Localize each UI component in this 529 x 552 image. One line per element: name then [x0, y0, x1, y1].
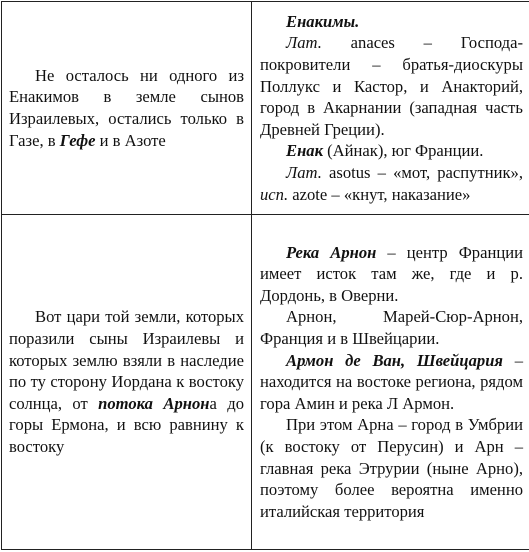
commentary-paragraph: Лат. anaces – Господа-покровители – братья-диоскуры Поллукс и Кастор, и Анакторий, город в Акарнании (западная часть Древней Греции).: [260, 33, 523, 139]
cell-text: [2, 65, 251, 151]
table-row: [2, 215, 529, 550]
commentary-paragraph: Река Арнон – центр Франции имеет исток там же, где и р. Дордонь, в Оверни.: [260, 242, 523, 305]
commentary-paragraph: Лат. asotus – «мот, распутник», исп. azote – «кнут, наказание»: [260, 162, 523, 204]
comparison-table: [1, 1, 529, 550]
cell-text: [2, 306, 251, 457]
scripture-paragraph: Вот цари той земли, которых поразили сыны Израилевы и которых землю взяли в наследие по ту сторону Иордана к востоку солнца, от потока Арнона до горы Ермона, и всю равнину к востоку: [9, 307, 244, 456]
commentary-cell: [252, 2, 529, 215]
commentary-paragraph: Енак (Айнак), юг Франции.: [286, 141, 484, 161]
cell-text: [252, 11, 529, 205]
scripture-cell: [2, 2, 252, 215]
commentary-paragraph: Арнон, Марей-Сюр-Арнон, Франция и в Швейцарии.: [260, 307, 523, 349]
scripture-cell: [2, 215, 252, 550]
commentary-paragraph: При этом Арна – город в Умбрии (к востоку от Перусин) и Арн – главная река Этрурии (ныне Арно), поэтому более вероятна именно италийская территория: [260, 415, 523, 521]
commentary-heading: Енакимы.: [286, 11, 360, 31]
emphasis: Гефе: [59, 130, 96, 150]
table-row: [2, 2, 529, 215]
emphasis: потока Арнон: [98, 393, 210, 413]
scripture-paragraph: Не осталось ни одного из Енакимов в земле сынов Израилевых, остались только в Газе, в Гефе и в Азоте: [9, 65, 244, 150]
commentary-paragraph: Армон де Ван, Швейцария – находится на востоке региона, рядом гора Амин и река Л Армон.: [260, 350, 523, 413]
commentary-cell: [252, 215, 529, 550]
cell-text: [252, 242, 529, 523]
